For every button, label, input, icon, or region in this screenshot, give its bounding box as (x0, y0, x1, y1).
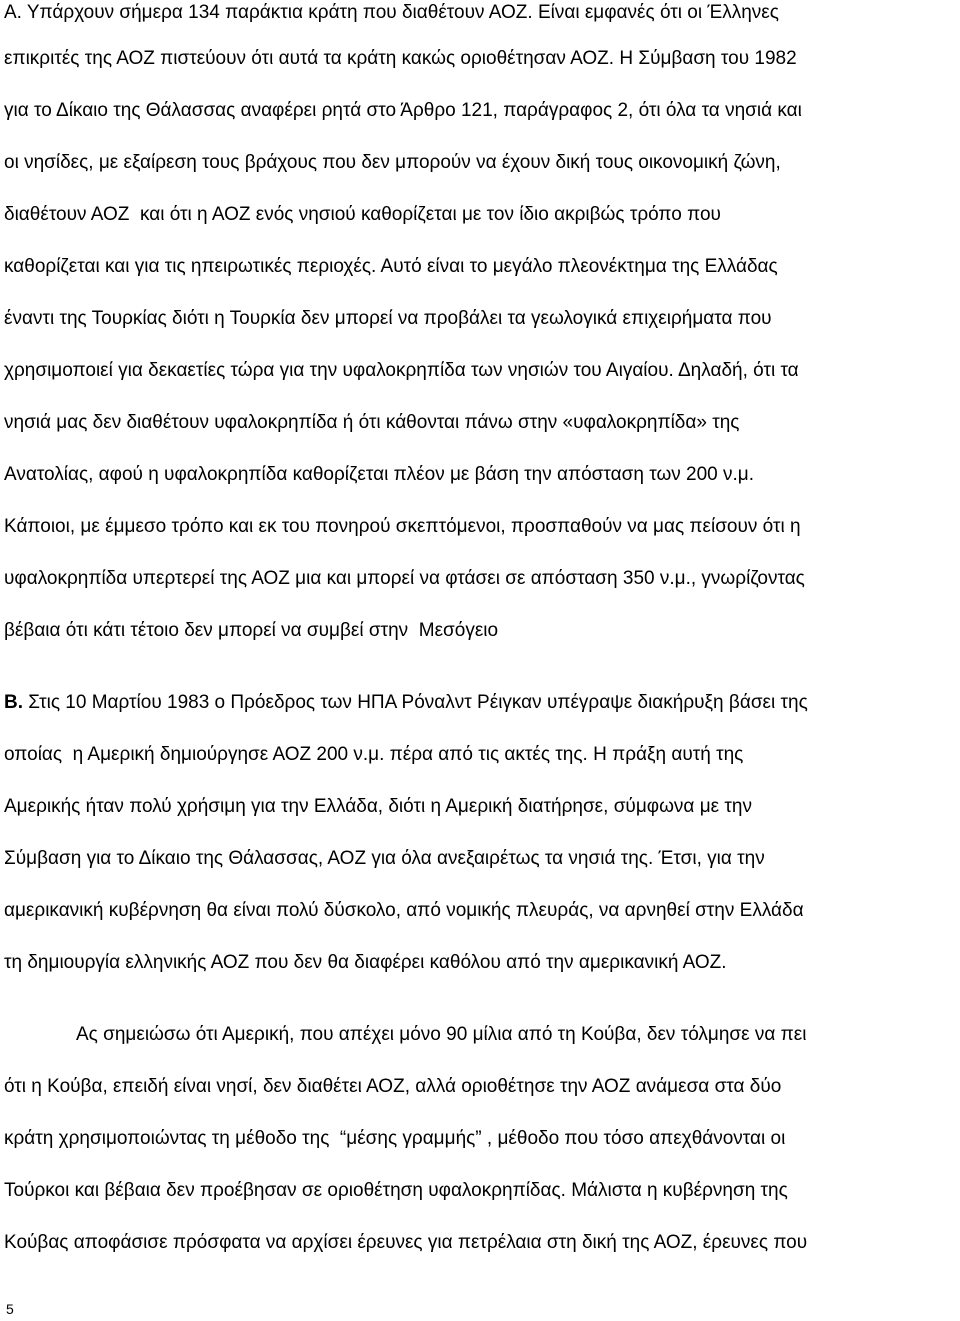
text-line: διαθέτουν ΑΟΖ και ότι η ΑΟΖ ενός νησιού καθορίζεται με τον ίδιο ακριβώς τρόπο που (4, 204, 721, 225)
text-line: οι νησίδες, με εξαίρεση τους βράχους που δεν μπορούν να έχουν δική τους οικονομική ζώνη, (4, 152, 781, 173)
page-number: 5 (6, 1301, 14, 1317)
text-line: τη δημιουργία ελληνικής ΑΟΖ που δεν θα διαφέρει καθόλου από την αμερικανική ΑΟΖ. (4, 952, 727, 973)
text-line: κράτη χρησιμοποιώντας τη μέθοδο της “μέσης γραμμής” , μέθοδο που τόσο απεχθάνονται οι (4, 1128, 786, 1149)
text-line: Κούβας αποφάσισε πρόσφατα να αρχίσει έρευνες για πετρέλαια στη δική της ΑΟΖ, έρευνες που (4, 1232, 808, 1253)
text-line (4, 690, 808, 716)
text-line: Κάποιοι, με έμμεσο τρόπο και εκ του πονηρού σκεπτόμενοι, προσπαθούν να μας πείσουν ότι η (4, 516, 801, 537)
text-line: υφαλοκρηπίδα υπερτερεί της ΑΟΖ μια και μπορεί να φτάσει σε απόσταση 350 ν.μ., γνωρίζοντας (4, 568, 805, 589)
text-line: Ανατολίας, αφού η υφαλοκρηπίδα καθορίζεται πλέον με βάση την απόσταση των 200 ν.μ. (4, 464, 755, 485)
section-label: Β. (4, 692, 23, 713)
text-line: για το Δίκαιο της Θάλασσας αναφέρει ρητά στο Άρθρο 121, παράγραφος 2, ότι όλα τα νησιά και (4, 100, 802, 121)
text-line: καθορίζεται και για τις ηπειρωτικές περιοχές. Αυτό είναι το μεγάλο πλεονέκτημα της Ελλάδας (4, 256, 778, 277)
text-line: Τούρκοι και βέβαια δεν προέβησαν σε οριοθέτηση υφαλοκρηπίδας. Μάλιστα η κυβέρνηση της (4, 1180, 788, 1201)
text-line: νησιά μας δεν διαθέτουν υφαλοκρηπίδα ή ότι κάθονται πάνω στην «υφαλοκρηπίδα» της (4, 412, 740, 433)
text-line: χρησιμοποιεί για δεκαετίες τώρα για την υφαλοκρηπίδα των νησιών του Αιγαίου. Δηλαδή, ότι τα (4, 360, 799, 381)
text-line: ότι η Κούβα, επειδή είναι νησί, δεν διαθέτει ΑΟΖ, αλλά οριοθέτησε την ΑΟΖ ανάμεσα στα δύο (4, 1076, 782, 1097)
text-line: αμερικανική κυβέρνηση θα είναι πολύ δύσκολο, από νομικής πλευράς, να αρνηθεί στην Ελλάδα (4, 900, 804, 921)
text-line: Ας σημειώσω ότι Αμερική, που απέχει μόνο 90 μίλια από τη Κούβα, δεν τόλμησε να πει (76, 1024, 807, 1045)
text-span: Στις 10 Μαρτίου 1983 ο Πρόεδρος των ΗΠΑ Ρόναλντ Ρέιγκαν υπέγραψε διακήρυξη βάσει της (23, 692, 808, 713)
text-line: οποίας η Αμερική δημιούργησε ΑΟΖ 200 ν.μ. πέρα από τις ακτές της. Η πράξη αυτή της (4, 744, 744, 765)
text-line: έναντι της Τουρκίας διότι η Τουρκία δεν μπορεί να προβάλει τα γεωλογικά επιχειρήματα που (4, 308, 772, 329)
text-line: Αμερικής ήταν πολύ χρήσιμη για την Ελλάδα, διότι η Αμερική διατήρησε, σύμφωνα με την (4, 796, 752, 817)
text-line: Α. Υπάρχουν σήμερα 134 παράκτια κράτη που διαθέτουν ΑΟΖ. Είναι εμφανές ότι οι Έλληνες (4, 2, 779, 23)
text-line: επικριτές της ΑΟΖ πιστεύουν ότι αυτά τα κράτη κακώς οριοθέτησαν ΑΟΖ. Η Σύμβαση του 1982 (4, 48, 797, 69)
text-line: Σύμβαση για το Δίκαιο της Θάλασσας, ΑΟΖ για όλα ανεξαιρέτως τα νησιά της. Έτσι, για την (4, 848, 765, 869)
text-line: βέβαια ότι κάτι τέτοιο δεν μπορεί να συμβεί στην Μεσόγειο (4, 620, 499, 641)
